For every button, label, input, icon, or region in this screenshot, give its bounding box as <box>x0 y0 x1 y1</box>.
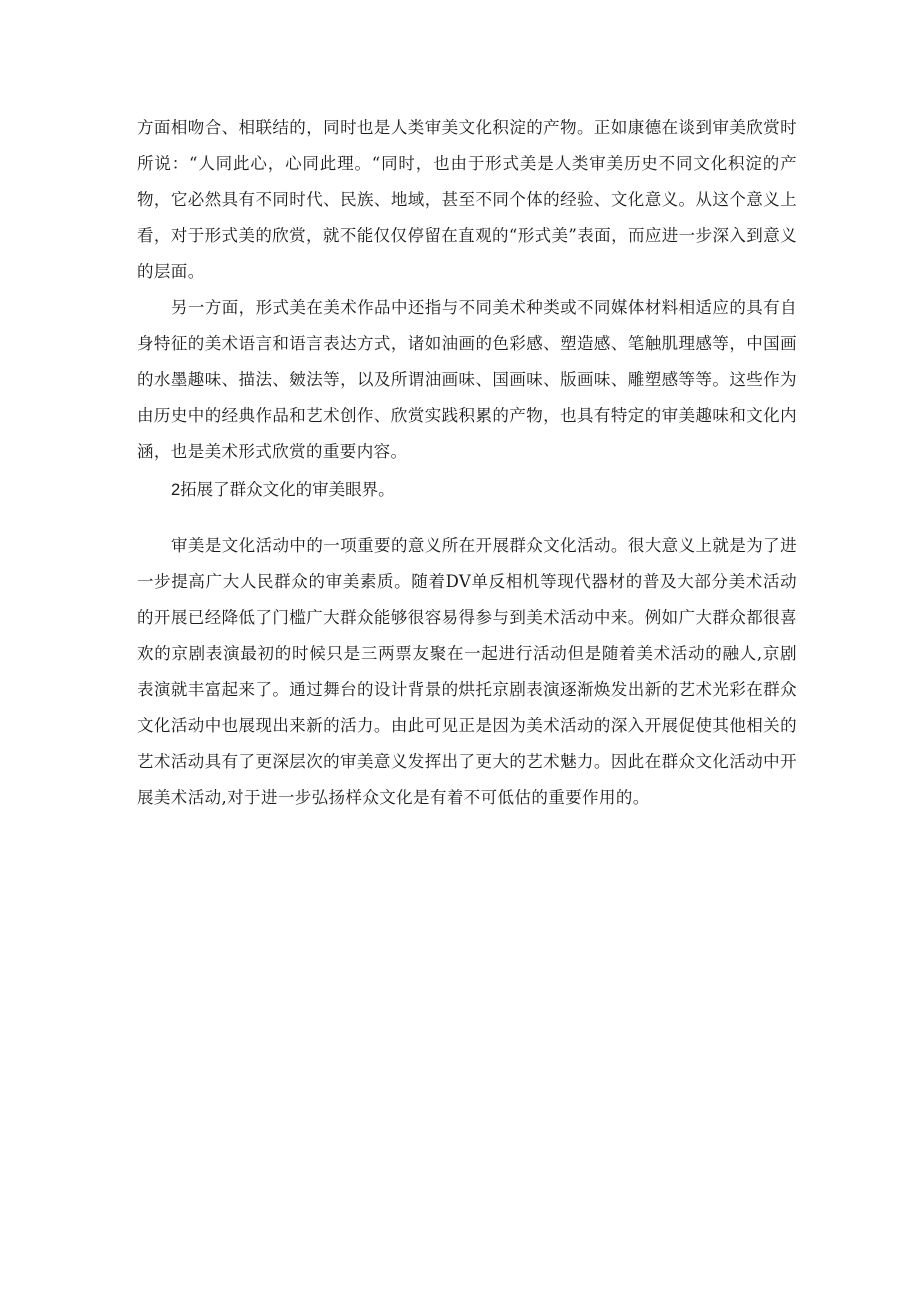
paragraph-aesthetics: 审美是文化活动中的一项重要的意义所在开展群众文化活动。很大意义上就是为了进一步提高广大人民群众的审美素质。随着DV单反相机等现代器材的普及大部分美术活动的开展已经降低了门槛广大群众能够很容易得参与到美术活动中来。例如广大群众都很喜欢的京剧表演最初的时候只是三两票友聚在一起进行活动但是随着美术活动的融人,京剧表演就丰富起来了。通过舞台的设计背景的烘托京剧表演逐渐焕发出新的艺术光彩在群众文化活动中也展现出来新的活力。由此可见正是因为美术活动的深入开展促使其他相关的艺术活动具有了更深层次的审美意义发挥出了更大的艺术魅力。因此在群众文化活动中开展美术活动,对于进一步弘扬样众文化是有着不可低估的重要作用的。 <box>137 536 797 807</box>
paragraph-continued: 方面相吻合、相联结的，同时也是人类审美文化积淀的产物。正如康德在谈到审美欣赏时所说：“人同此心，心同此理。“同时，也由于形式美是人类审美历史不同文化积淀的产物，它必然具有不同时代、民族、地域，甚至不同个体的经验、文化意义。从这个意义上看，对于形式美的欣赏，就不能仅仅停留在直观的“形式美”表面，而应进一步深入到意义的层面。 <box>137 118 797 281</box>
document-body <box>137 110 797 816</box>
section-heading: 2拓展了群众文化的审美眼界。 <box>171 481 395 499</box>
paragraph-formal-beauty: 另一方面，形式美在美术作品中还指与不同美术种类或不同媒体材料相适应的具有自身特征的美术语言和语言表达方式，诸如油画的色彩感、塑造感、笔触肌理感等，中国画的水墨趣味、描法、皴法等，以及所谓油画味、国画味、版画味、雕塑感等等。这些作为由历史中的经典作品和艺术创作、欣赏实践积累的产物，也具有特定的审美趣味和文化内涵，也是美术形式欣赏的重要内容。 <box>137 298 797 461</box>
